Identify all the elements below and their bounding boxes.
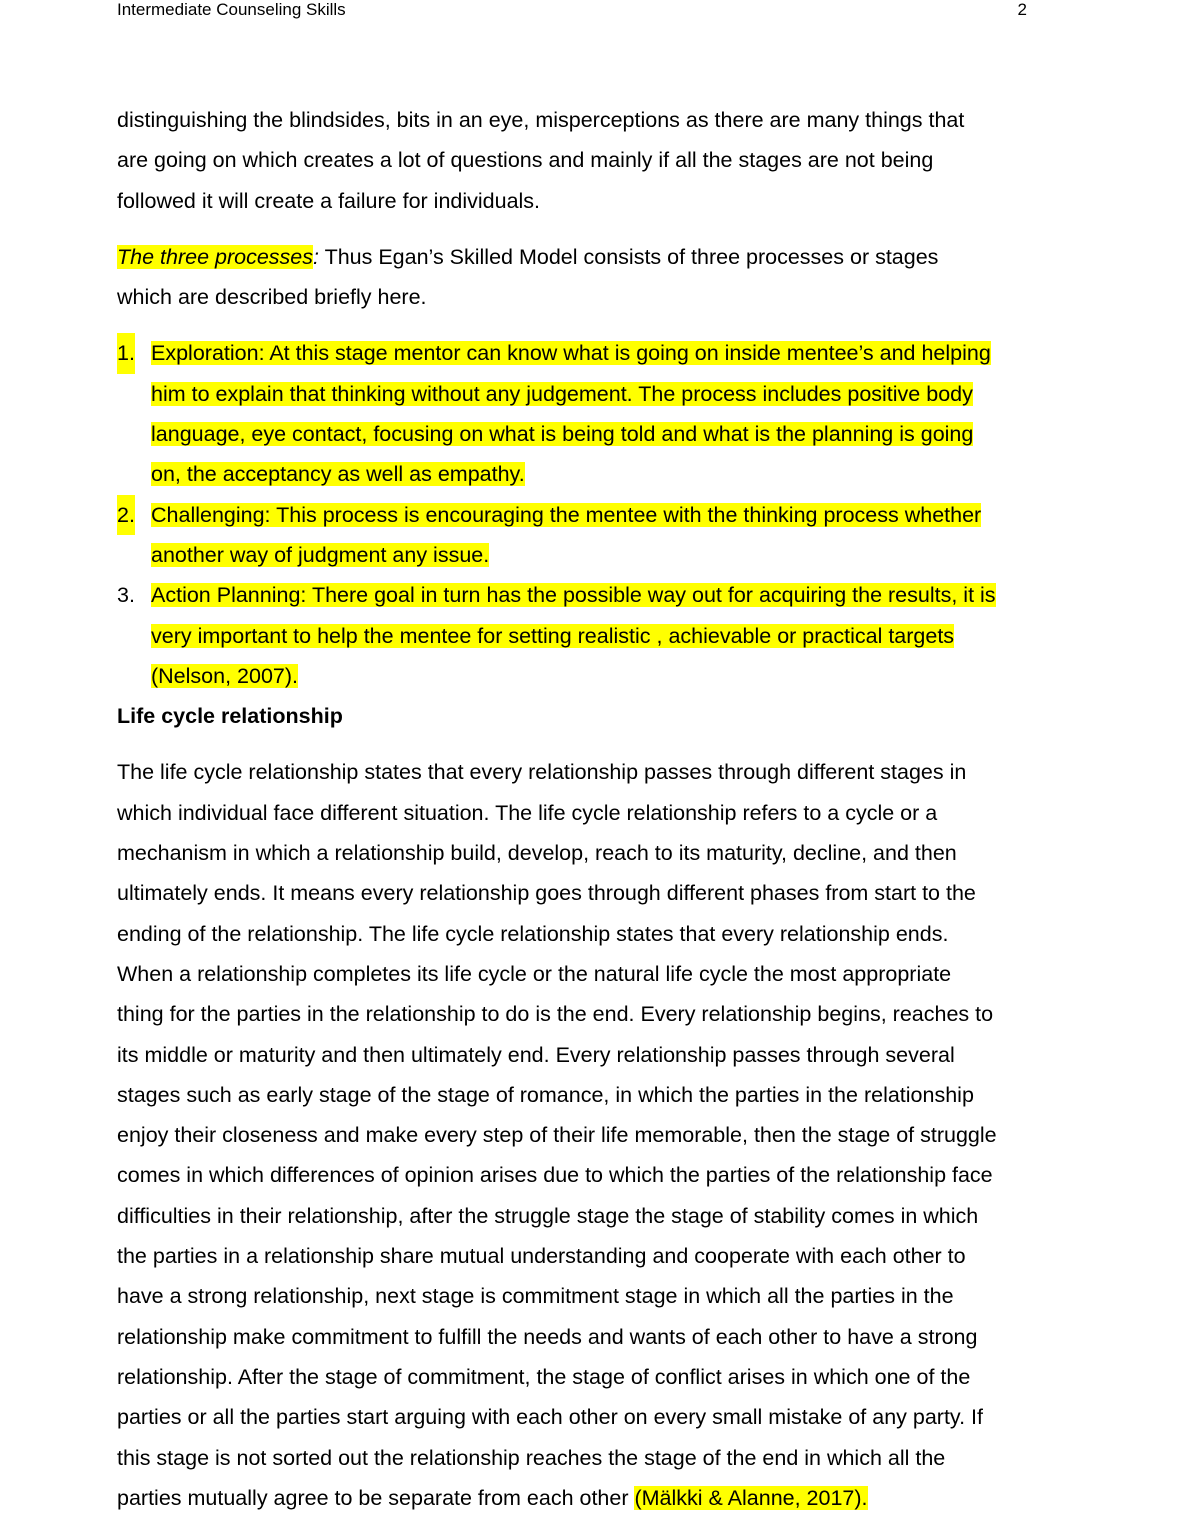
text-line: ending of the relationship. The life cycle relationship states that every relationship ends. (117, 921, 949, 946)
text-line: which individual face different situation. The life cycle relationship refers to a cycle or a (117, 800, 938, 825)
running-head-title: Intermediate Counseling Skills (117, 0, 346, 19)
text-line: When a relationship completes its life cycle or the natural life cycle the most appropriate (117, 961, 952, 986)
intro-paragraph (117, 100, 1077, 221)
text-line: enjoy their closeness and make every step of their life memorable, then the stage of struggle (117, 1123, 997, 1148)
list-item-action-planning (117, 575, 1077, 696)
processes-colon: : (313, 244, 319, 269)
text-line: Thus Egan’s Skilled Model consists of three processes or stages (318, 244, 939, 269)
process-list (117, 333, 1077, 696)
text-line: which are described briefly here. (117, 285, 427, 310)
text-line: The life cycle relationship states that every relationship passes through different stages in (117, 760, 967, 785)
text-line: parties or all the parties start arguing with each other on every small mistake of any party. If (117, 1405, 983, 1430)
section-heading: Life cycle relationship (117, 704, 343, 729)
text-line: relationship make commitment to fulfill the needs and wants of each other to have a strong (117, 1324, 978, 1349)
text-line: ultimately ends. It means every relationship goes through different phases from start to the (117, 881, 976, 906)
text-line: Action Planning: There goal in turn has the possible way out for acquiring the results, it is (151, 583, 996, 608)
life-cycle-paragraph (117, 752, 1077, 1518)
text-line: Challenging: This process is encouraging the mentee with the thinking process whether (151, 502, 982, 527)
text-line: comes in which differences of opinion arises due to which the parties of the relationship face (117, 1163, 993, 1188)
list-number: 3. (117, 583, 135, 608)
text-line: (Nelson, 2007). (151, 663, 298, 688)
text-line: distinguishing the blindsides, bits in an eye, misperceptions as there are many things that (117, 108, 965, 132)
processes-paragraph (117, 237, 1077, 318)
processes-label: The three processes (117, 244, 313, 269)
text-line: relationship. After the stage of commitment, the stage of conflict arises in which one of the (117, 1364, 971, 1389)
text-line: him to explain that thinking without any judgement. The process includes positive body (151, 381, 973, 406)
text-line: mechanism in which a relationship build, develop, reach to its maturity, decline, and then (117, 841, 957, 866)
text-line: are going on which creates a lot of questions and mainly if all the stages are not being (117, 148, 934, 173)
text-line: language, eye contact, focusing on what is being told and what is the planning is going (151, 422, 974, 447)
text-line: stages such as early stage of the stage of romance, in which the parties in the relationship (117, 1082, 974, 1107)
list-item-challenging (117, 495, 1077, 576)
text-line: on, the acceptancy as well as empathy. (151, 462, 525, 487)
text-line: thing for the parties in the relationship to do is the end. Every relationship begins, reaches to (117, 1002, 994, 1027)
text-line: have a strong relationship, next stage is commitment stage in which all the parties in the (117, 1284, 954, 1309)
text-line: followed it will create a failure for individuals. (117, 188, 541, 213)
text-line: Exploration: At this stage mentor can know what is going on inside mentee’s and helping (151, 341, 991, 366)
text-line: its middle or maturity and then ultimately end. Every relationship passes through several (117, 1042, 955, 1067)
text-line: difficulties in their relationship, after the struggle stage the stage of stability comes in which (117, 1203, 979, 1228)
list-number: 2. (117, 495, 135, 535)
document-body (117, 100, 1077, 1518)
text-line: very important to help the mentee for setting realistic , achievable or practical targets (151, 623, 955, 648)
page-number: 2 (1017, 0, 1027, 19)
text-line: another way of judgment any issue. (151, 542, 490, 567)
list-number: 1. (117, 333, 135, 373)
text-line: the parties in a relationship share mutual understanding and cooperate with each other to (117, 1244, 966, 1269)
text-line: this stage is not sorted out the relationship reaches the stage of the end in which all the (117, 1445, 946, 1470)
list-item-exploration (117, 333, 1077, 494)
text-line: parties mutually agree to be separate from each other (117, 1485, 635, 1510)
citation: (Mälkki & Alanne, 2017). (634, 1485, 868, 1510)
